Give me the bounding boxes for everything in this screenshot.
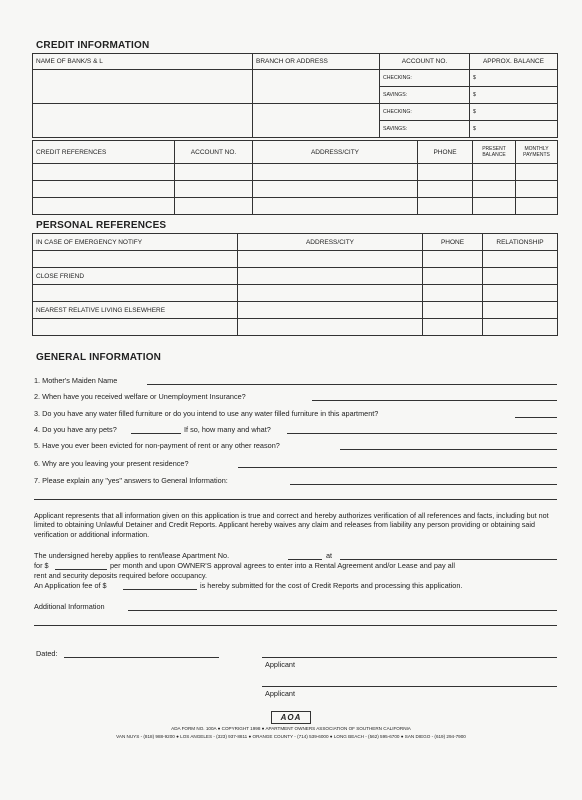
ref-field[interactable]	[33, 164, 175, 181]
friend-phone-field[interactable]	[423, 268, 483, 285]
apply-text-c: rent and security deposits required before occupancy.	[34, 571, 208, 580]
emergency-address-field[interactable]	[238, 251, 423, 268]
apply-text-b: per month and upon OWNER'S approval agrees to enter into a Rental Agreement and/or Lease and pay all	[110, 561, 455, 570]
bank-name-header: NAME OF BANK/S & L	[33, 54, 253, 70]
friend-relationship-field[interactable]	[483, 268, 558, 285]
relative-extra-field[interactable]	[238, 319, 423, 336]
personal-address-header: ADDRESS/CITY	[238, 234, 423, 251]
applicant-label-2: Applicant	[265, 689, 296, 698]
ref-field[interactable]	[516, 198, 558, 215]
emergency-name-field[interactable]	[33, 251, 238, 268]
apply-text-a: The undersigned hereby applies to rent/lease Apartment No.	[34, 551, 230, 560]
credit-references-header: CREDIT REFERENCES	[33, 141, 175, 164]
relative-extra-field[interactable]	[483, 319, 558, 336]
question-pets-detail: If so, how many and what?	[184, 425, 271, 434]
question-evicted: 5. Have you ever been evicted for non-payment of rent or any other reason?	[34, 441, 280, 450]
savings-label-2[interactable]: SAVINGS:	[380, 121, 470, 138]
footer-office-phones: VAN NUYS - (818) 988-9200 ● LOS ANGELES - (323) 937-8811 ● ORANGE COUNTY - (714) 539-6000 ● LONG BEACH - (562) 595-6700 ● SAN DIEGO - (619) 294-7900	[116, 734, 466, 739]
evicted-field[interactable]	[340, 449, 557, 450]
relative-extra-field[interactable]	[33, 319, 238, 336]
present-balance-header: PRESENT BALANCE	[473, 141, 516, 164]
pets-field[interactable]	[131, 433, 181, 434]
aoa-logo: AOA	[271, 711, 311, 724]
branch-field-2[interactable]	[253, 104, 380, 138]
application-fee-field[interactable]	[123, 589, 197, 590]
explain-yes-field[interactable]	[290, 484, 557, 485]
additional-information-field-2[interactable]	[34, 625, 557, 626]
question-water-furniture: 3. Do you have any water filled furniture or do you intend to use any water filled furniture in this apartment?	[34, 409, 379, 418]
balance-field-3[interactable]: $	[470, 104, 558, 121]
rent-amount-field[interactable]	[55, 569, 107, 570]
ref-field[interactable]	[418, 198, 473, 215]
credit-references-table	[32, 140, 558, 215]
bank-table	[32, 53, 558, 138]
dated-field[interactable]	[64, 657, 219, 658]
bank-name-field-2[interactable]	[33, 104, 253, 138]
branch-header: BRANCH OR ADDRESS	[253, 54, 380, 70]
general-information-title: GENERAL INFORMATION	[36, 352, 162, 363]
apartment-number-field[interactable]	[288, 559, 322, 560]
emergency-relationship-field[interactable]	[483, 251, 558, 268]
emergency-phone-field[interactable]	[423, 251, 483, 268]
pets-detail-field[interactable]	[287, 433, 557, 434]
mothers-maiden-name-field[interactable]	[147, 384, 557, 385]
nearest-relative-label[interactable]: NEAREST RELATIVE LIVING ELSEWHERE	[33, 302, 238, 319]
checking-label-1[interactable]: CHECKING:	[380, 70, 470, 87]
ref-field[interactable]	[473, 164, 516, 181]
balance-field-4[interactable]: $	[470, 121, 558, 138]
ref-field[interactable]	[33, 181, 175, 198]
additional-information-field[interactable]	[128, 610, 557, 611]
savings-label-1[interactable]: SAVINGS:	[380, 87, 470, 104]
question-welfare: 2. When have you received welfare or Unemployment Insurance?	[34, 392, 246, 401]
personal-references-table	[32, 233, 558, 336]
applicant-label-1: Applicant	[265, 660, 296, 669]
water-furniture-field[interactable]	[515, 417, 557, 418]
ref-field[interactable]	[418, 164, 473, 181]
account-no-header: ACCOUNT NO.	[380, 54, 470, 70]
close-friend-label[interactable]: CLOSE FRIEND	[33, 268, 238, 285]
friend-extra-field[interactable]	[423, 285, 483, 302]
fee-text-a: An Application fee of $	[34, 581, 107, 590]
question-mothers-maiden-name: 1. Mother's Maiden Name	[34, 376, 118, 385]
relative-relationship-field[interactable]	[483, 302, 558, 319]
relative-extra-field[interactable]	[423, 319, 483, 336]
question-explain-yes: 7. Please explain any "yes" answers to General Information:	[34, 476, 228, 485]
ref-field[interactable]	[253, 164, 418, 181]
ref-field[interactable]	[473, 198, 516, 215]
branch-field-1[interactable]	[253, 70, 380, 104]
relationship-header: RELATIONSHIP	[483, 234, 558, 251]
ref-field[interactable]	[253, 198, 418, 215]
emergency-header: IN CASE OF EMERGENCY NOTIFY	[33, 234, 238, 251]
ref-field[interactable]	[418, 181, 473, 198]
fee-text-b: is hereby submitted for the cost of Credit Reports and processing this application.	[200, 581, 463, 590]
checking-label-2[interactable]: CHECKING:	[380, 104, 470, 121]
approx-balance-header: APPROX. BALANCE	[470, 54, 558, 70]
bank-name-field-1[interactable]	[33, 70, 253, 104]
ref-field[interactable]	[516, 181, 558, 198]
additional-information-label: Additional Information	[34, 602, 105, 611]
friend-address-field[interactable]	[238, 268, 423, 285]
applicant-signature-1[interactable]	[262, 657, 557, 658]
apply-text-for: for $	[34, 561, 49, 570]
ref-field[interactable]	[175, 198, 253, 215]
friend-extra-field[interactable]	[33, 285, 238, 302]
ref-field[interactable]	[175, 181, 253, 198]
question-pets: 4. Do you have any pets?	[34, 425, 117, 434]
ref-phone-header: PHONE	[418, 141, 473, 164]
applicant-representation-paragraph: Applicant represents that all information given on this application is true and correct and hereby authorizes verification of all references and facts, including but not limited to obtaining Unlawful Detainer and Credit Reports. Applicant hereby waives any claim and releases from liability any person providing or obtaining said verification or additional information.	[34, 511, 549, 539]
question-leaving-reason: 6. Why are you leaving your present residence?	[34, 459, 189, 468]
friend-extra-field[interactable]	[483, 285, 558, 302]
apartment-address-field[interactable]	[340, 559, 557, 560]
ref-field[interactable]	[175, 164, 253, 181]
personal-phone-header: PHONE	[423, 234, 483, 251]
leaving-reason-field[interactable]	[238, 467, 557, 468]
dated-label: Dated:	[36, 649, 58, 658]
monthly-payments-header: MONTHLY PAYMENTS	[516, 141, 558, 164]
ref-field[interactable]	[473, 181, 516, 198]
relative-address-field[interactable]	[238, 302, 423, 319]
welfare-field[interactable]	[312, 400, 557, 401]
personal-references-title: PERSONAL REFERENCES	[36, 220, 167, 231]
ref-field[interactable]	[516, 164, 558, 181]
explain-yes-field-2[interactable]	[34, 499, 557, 500]
ref-field[interactable]	[33, 198, 175, 215]
credit-information-title: CREDIT INFORMATION	[36, 40, 150, 51]
applicant-signature-2[interactable]	[262, 686, 557, 687]
balance-field-1[interactable]: $	[470, 70, 558, 87]
ref-field[interactable]	[253, 181, 418, 198]
ref-address-header: ADDRESS/CITY	[253, 141, 418, 164]
ref-account-no-header: ACCOUNT NO.	[175, 141, 253, 164]
footer-form-info: ADA FORM NO. 100A ● COPYRIGHT 1998 ● APARTMENT OWNERS ASSOCIATION OF SOUTHERN CALIFORNIA	[171, 726, 411, 731]
apply-text-at: at	[326, 551, 333, 560]
friend-extra-field[interactable]	[238, 285, 423, 302]
relative-phone-field[interactable]	[423, 302, 483, 319]
balance-field-2[interactable]: $	[470, 87, 558, 104]
